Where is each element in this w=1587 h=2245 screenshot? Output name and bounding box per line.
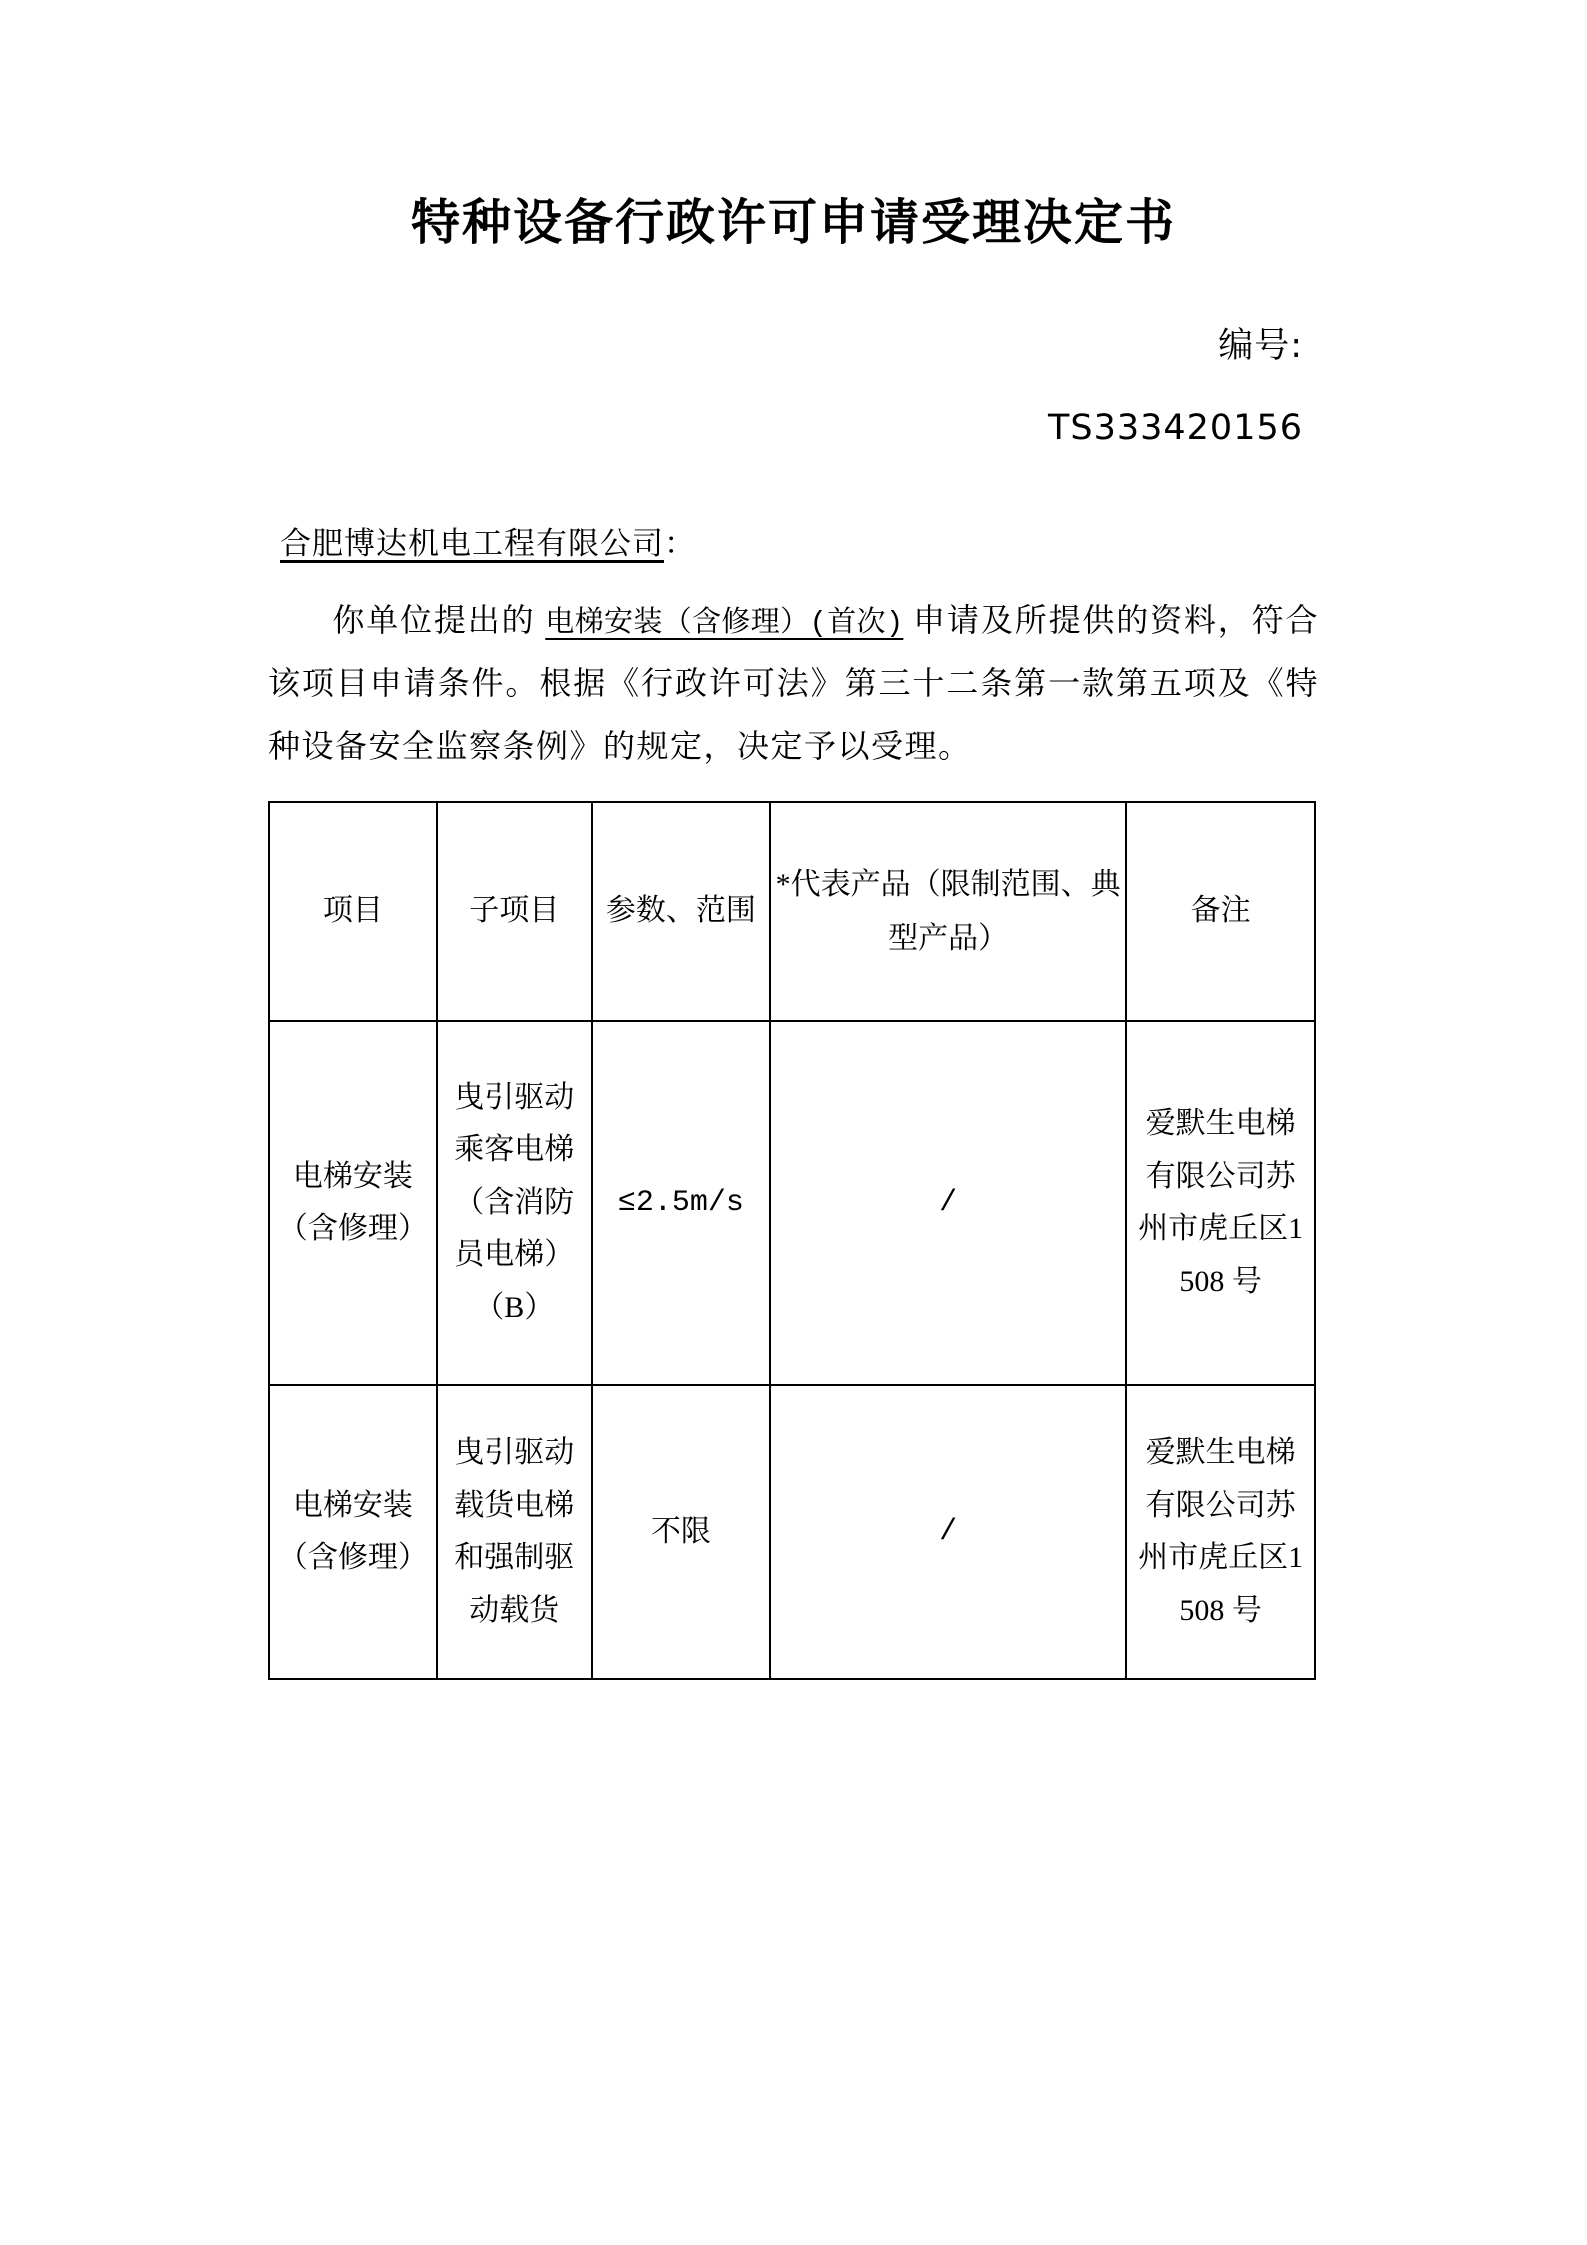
addressee-name: 合肥博达机电工程有限公司 bbox=[280, 525, 664, 561]
table-header-remark: 备注 bbox=[1126, 802, 1315, 1021]
addressee-line bbox=[268, 518, 1319, 563]
cell-remark: 爱默生电梯有限公司苏州市虎丘区1508 号 bbox=[1126, 1021, 1315, 1385]
table-header-product: *代表产品（限制范围、典型产品） bbox=[770, 802, 1126, 1021]
table-row bbox=[269, 1021, 1315, 1385]
cell-sub-item: 曳引驱动载货电梯和强制驱动载货 bbox=[437, 1385, 592, 1679]
table-header-item: 项目 bbox=[269, 802, 437, 1021]
page-title: 特种设备行政许可申请受理决定书 bbox=[410, 194, 1176, 251]
table-header-param: 参数、范围 bbox=[592, 802, 770, 1021]
table-row bbox=[269, 1385, 1315, 1679]
body-text-part1: 你单位提出的 bbox=[332, 601, 536, 638]
cell-param: 不限 bbox=[592, 1385, 770, 1679]
cell-product: / bbox=[770, 1021, 1126, 1385]
cell-sub-item: 曳引驱动乘客电梯（含消防员电梯）（B） bbox=[437, 1021, 592, 1385]
serial-value: TS333420156 bbox=[1047, 407, 1303, 448]
cell-item: 电梯安装（含修理） bbox=[269, 1021, 437, 1385]
cell-product: / bbox=[770, 1385, 1126, 1679]
serial-number-line bbox=[268, 278, 1319, 488]
cell-item: 电梯安装（含修理） bbox=[269, 1385, 437, 1679]
serial-label: 编号: bbox=[1218, 325, 1303, 366]
body-text-underlined-scope: 电梯安装（含修理）(首次) bbox=[545, 606, 904, 640]
table-header-row bbox=[269, 802, 1315, 1021]
body-text-part2: 申请及所提供的资料，符合该项目申请条件。根据《行政许可法》第三十二条第一款第五项及《特种设备安全监察条例》的规定，决定予以受理。 bbox=[268, 601, 1320, 764]
addressee-suffix: ： bbox=[664, 525, 696, 561]
permit-scope-table bbox=[268, 801, 1316, 1680]
table-header-sub-item: 子项目 bbox=[437, 802, 592, 1021]
body-paragraph bbox=[268, 589, 1319, 777]
cell-remark: 爱默生电梯有限公司苏州市虎丘区1508 号 bbox=[1126, 1385, 1315, 1679]
cell-param: ≤2.5m/s bbox=[592, 1021, 770, 1385]
